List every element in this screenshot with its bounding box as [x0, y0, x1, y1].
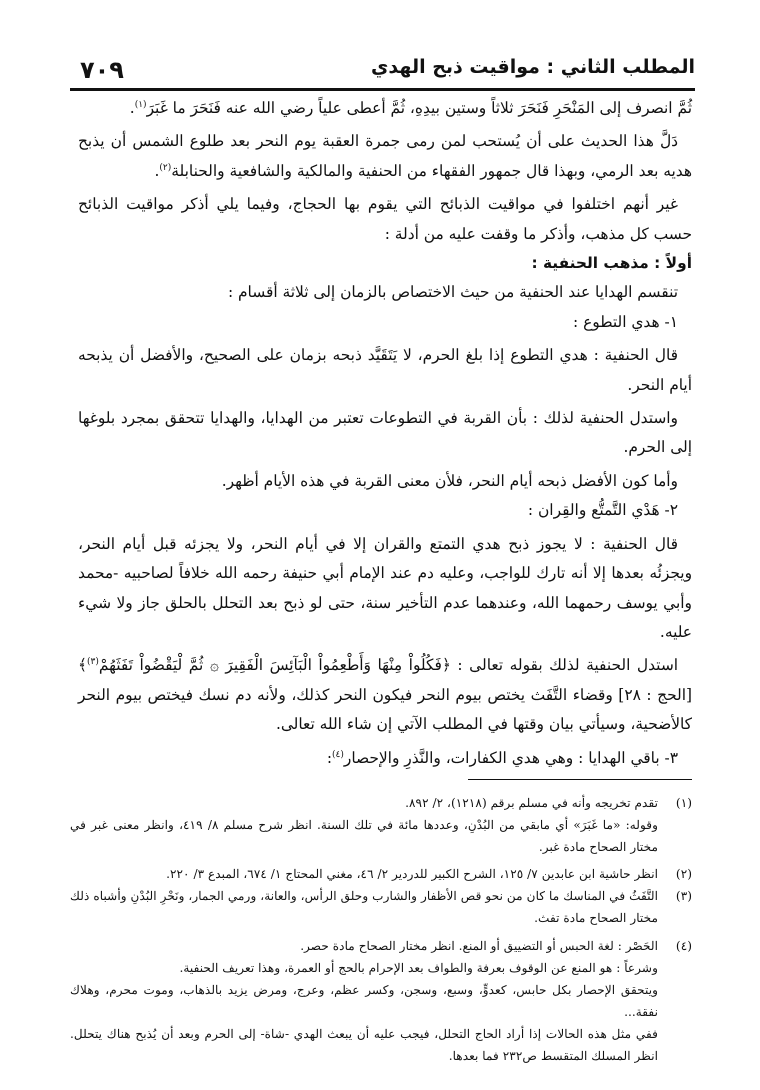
- footnote: [70, 935, 692, 1068]
- section-heading-hanafi: أولاً : مذهب الحنفية :: [531, 254, 692, 273]
- paragraph-tamattu-ruling: قال الحنفية : لا يجوز ذبح هدي التمتع والقران إلا في أيام النحر، ولا يجزئه قبل أيام النحر، ويجزئُه بعدها إلا أنه تارك للواجب، وعليه دم عند الإمام أبي حنيفة رحمه الله خلافاً لصاحبيه -محمد وأبي يوسف رحمهما الله، وعندهما عدم التأخير سنة، حتى لو ذبح بعد التحلل بالحلق جاز ولا شيء عليه.: [78, 534, 692, 641]
- paragraph-tamattu-evidence: استدل الحنفية لذلك بقوله تعالى : ﴿فَكُلُواْ مِنْهَا وَأَطْعِمُواْ الْبَآئِسَ الْفَقِيرَ ۞ ثُمَّ لْيَقْضُواْ تَفَثَهُمْ$^{(٣)}$﴾ [الحج : ٢٨] وقضاء التَّفَث يختص بيوم النحر فيكون النحر كذلك، ولأنه دم نسك فيختص بيوم النحر كالأضحية، وسيأتي بيان وقتها في المطلب الآتي إن شاء الله تعالى.: [78, 656, 692, 734]
- footnotes: [70, 792, 692, 1067]
- footnote-line: التَّفَثُ في المناسك ما كان من نحو قص الأظفار والشارب وحلق الرأس، والعانة، ورمي الجمار، ونَحْرِ البُدْنِ وأشباه ذلك مختار الصحاح مادة تفث.: [70, 889, 658, 926]
- footnote-ref-1[interactable]: (١): [134, 99, 147, 110]
- paragraph-tatawwu-ruling: قال الحنفية : هدي التطوع إذا بلغ الحرم، لا يَتَقَيَّد ذبحه بزمان على الصحيح، والأفضل أن يذبحه أيام النحر.: [78, 346, 692, 394]
- footnote: [70, 885, 692, 929]
- footnote-number: (١): [675, 796, 692, 810]
- main-text: [78, 94, 692, 773]
- footnote-ref-2[interactable]: (٢): [159, 162, 172, 173]
- footnote-number: (٣): [675, 889, 692, 904]
- footnote: [70, 792, 692, 858]
- list-item-tatawwu: ١- هدي التطوع :: [573, 312, 678, 331]
- page-header: [70, 52, 695, 91]
- footnote-line: الحَصْر : لغة الحبس أو التضييق أو المنع. انظر مختار الصحاح مادة حصر.: [300, 938, 658, 953]
- paragraph-disagreement: غير أنهم اختلفوا في مواقيت الذبائح التي يقوم بها الحجاج، وفيما يلي أذكر مواقيت الذبائح حسب كل مذهب، وأذكر ما وقفت عليه من أدلة :: [78, 195, 692, 243]
- page-number: ٧٠٩: [80, 56, 124, 84]
- footnote-ref-3[interactable]: (٣): [87, 657, 99, 668]
- list-item-tamattu: ٢- هَدْي التَّمتُّع والقِران :: [527, 501, 678, 520]
- footnote-line: وقوله: «ما غَبَرَ» أي مابقي من البُدْنِ، وعددها مائة في تلك السنة. انظر شرح مسلم ٨/ ٤١٩، وانظر معنى غبر في مختار الصحاح مادة غبر.: [70, 818, 658, 855]
- paragraph-tatawwu-preference: وأما كون الأفضل ذبحه أيام النحر، فلأن معنى القربة في هذه الأيام أظهر.: [221, 471, 678, 490]
- footnote-ref-4[interactable]: (٤): [332, 749, 344, 760]
- footnote-number: (٤): [675, 938, 692, 953]
- footnote-number: (٢): [675, 867, 692, 882]
- paragraph-evidence: دَلَّ هذا الحديث على أن يُستحب لمن رمى جمرة العقبة يوم النحر بعد طلوع الشمس أن يذبح هديه بعد الرمي، وبهذا قال جمهور الفقهاء من الحنفية والمالكية والشافعية والحنابلة$^{(٢)}$.: [78, 132, 692, 180]
- footnote-line: ويتحقق الإحصار بكل حابس، كعدوٍّ، وسبع، وسجن، وكسر عظم، وعرج، ومرض يزيد بالذهاب، وموت محرم، وهلاك نفقة...: [70, 982, 658, 1019]
- footnote-line: وشرعاً : هو المنع عن الوقوف بعرفة والطواف بعد الإحرام بالحج أو العمرة، وهذا تعريف الحنفية.: [179, 960, 658, 975]
- footnote-line: انظر حاشية ابن عابدين ٧/ ١٢٥، الشرح الكبير للدردير ٢/ ٤٦، مغني المحتاج ١/ ٦٧٤، المبدع ٣/ ٢٢٠.: [166, 867, 658, 882]
- paragraph-division: تنقسم الهدايا عند الحنفية من حيث الاختصاص بالزمان إلى ثلاثة أقسام :: [227, 283, 678, 302]
- footnote: [70, 863, 692, 885]
- footnote-divider: [468, 779, 692, 780]
- paragraph-tatawwu-evidence: واستدل الحنفية لذلك : بأن القربة في التطوعات تعتبر من الهدايا، والهدايا تتحقق بمجرد بلوغها إلى الحرم.: [78, 409, 692, 457]
- paragraph-hadith: ثُمَّ انصرف إلى المَنْحَرِ فَنَحَرَ ثلاثاً وستين بيدِهِ، ثُمَّ أعطى علياً رضي الله عنه فَنَحَرَ ما غَبَرَ$^{(١)}$.: [129, 99, 692, 117]
- footnote-line: ففي مثل هذه الحالات إذا أراد الحاج التحلل، فيجب عليه أن يبعث الهدي -شاة- إلى الحرم وبعد أن يُذبح هناك يتحلل. انظر المسلك المتقسط ص٢٣٢ فما بعدها.: [70, 1026, 658, 1064]
- running-title: المطلب الثاني : مواقيت ذبح الهدي: [371, 56, 695, 78]
- footnote-line: تقدم تخريجه وأنه في مسلم برقم (١٢١٨)، ٢/ ٨٩٢.: [405, 796, 658, 810]
- list-item-remaining-hadaya: ٣- باقي الهدايا : وهي هدي الكفارات، والنَّذرِ والإحصار$^{(٤)}$:: [326, 748, 678, 767]
